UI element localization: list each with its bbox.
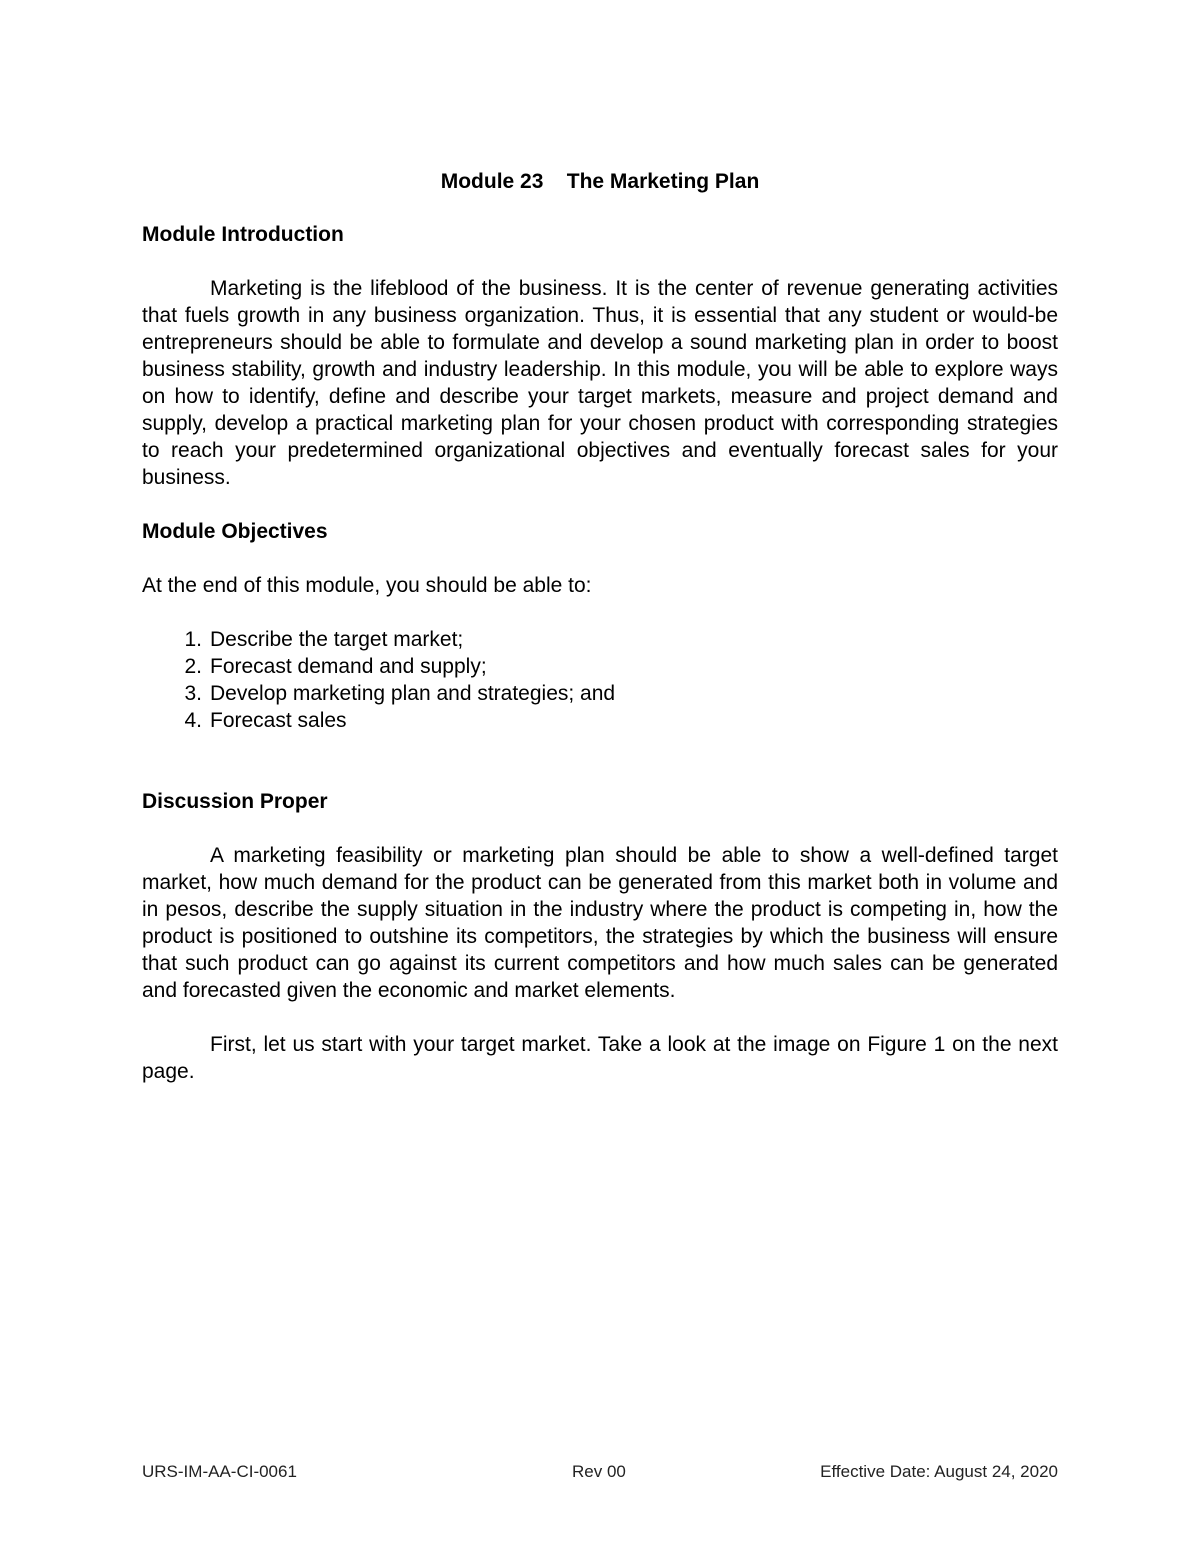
list-item bbox=[142, 680, 1058, 707]
list-item-text: Develop marketing plan and strategies; and bbox=[210, 682, 616, 705]
list-item-number: 4. bbox=[184, 709, 202, 732]
objectives-heading: Module Objectives bbox=[142, 520, 328, 543]
list-item-text: Forecast sales bbox=[210, 709, 347, 732]
discussion-heading: Discussion Proper bbox=[142, 790, 328, 813]
list-item-number: 3. bbox=[184, 682, 202, 705]
list-item-text: Forecast demand and supply; bbox=[210, 655, 487, 678]
objectives-list bbox=[142, 626, 1058, 734]
footer-effective-date: Effective Date: August 24, 2020 bbox=[820, 1462, 1058, 1481]
footer-revision: Rev 00 bbox=[572, 1462, 626, 1481]
list-item bbox=[142, 653, 1058, 680]
footer-doc-code: URS-IM-AA-CI-0061 bbox=[142, 1462, 297, 1481]
discussion-paragraph-2: First, let us start with your target market. Take a look at the image on Figure 1 on the next page. bbox=[142, 1033, 1058, 1083]
objectives-lead: At the end of this module, you should be able to: bbox=[142, 574, 592, 597]
list-item-number: 1. bbox=[184, 628, 202, 651]
module-title: Module 23 The Marketing Plan bbox=[440, 170, 760, 193]
introduction-heading: Module Introduction bbox=[142, 223, 344, 246]
introduction-paragraph: Marketing is the lifeblood of the business. It is the center of revenue generating activities that fuels growth in any business organization. Thus, it is essential that any student or would-be entrepreneurs should be able to formulate and develop a sound marketing plan in order to boost business stability, growth and industry leadership. In this module, you will be able to explore ways on how to identify, define and describe your target markets, measure and project demand and supply, develop a practical marketing plan for your chosen product with corresponding strategies to reach your predetermined organizational objectives and eventually forecast sales for your business. bbox=[142, 277, 1058, 489]
list-item bbox=[142, 707, 1058, 734]
discussion-paragraph-1: A marketing feasibility or marketing plan should be able to show a well-defined target market, how much demand for the product can be generated from this market both in volume and in pesos, describe the supply situation in the industry where the product is competing in, how the product is positioned to outshine its competitors, the strategies by which the business will ensure that such product can go against its current competitors and how much sales can be generated and forecasted given the economic and market elements. bbox=[142, 844, 1058, 1002]
list-item bbox=[142, 626, 1058, 653]
list-item-text: Describe the target market; bbox=[210, 628, 464, 651]
document-body bbox=[142, 168, 1058, 1112]
list-item-number: 2. bbox=[184, 655, 202, 678]
